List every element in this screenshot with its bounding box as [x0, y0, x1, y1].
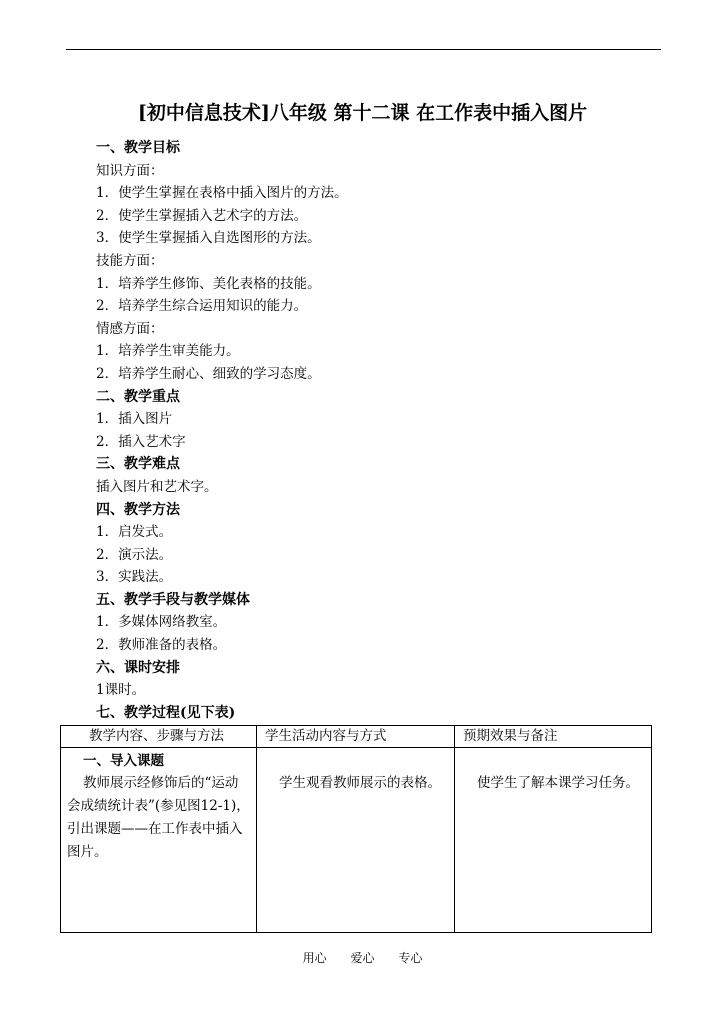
header-rule	[66, 49, 661, 50]
table-header-cell: 学生活动内容与方式	[257, 726, 455, 748]
section-heading: 七、教学过程(见下表)	[96, 704, 236, 721]
section-heading: 四、教学方法	[96, 501, 180, 518]
document-title: [初中信息技术]八年级 第十二课 在工作表中插入图片	[137, 102, 588, 124]
text-line: 2．教师准备的表格。	[96, 637, 227, 654]
step-description: 教师展示经修饰后的“运动会成绩统计表”(参见图12-1)，引出课题——在工作表中插入图片。	[67, 775, 250, 860]
text-line: 2．培养学生耐心、细致的学习态度。	[96, 365, 321, 382]
text-line: 3．实践法。	[96, 569, 173, 586]
footer-text: 爱心	[350, 951, 375, 965]
text-line: 2．演示法。	[96, 546, 173, 563]
text-line: 知识方面：	[96, 162, 164, 179]
text-line: 1．多媒体网络教室。	[96, 614, 227, 631]
table-header-cell: 教学内容、步骤与方法	[61, 726, 257, 748]
teaching-process-table	[60, 725, 652, 933]
text-line: 1．插入图片	[96, 411, 173, 428]
table-cell-expected-effect	[455, 748, 652, 933]
text-line: 1．启发式。	[96, 524, 173, 541]
text-line: 1．培养学生修饰、美化表格的技能。	[96, 275, 321, 292]
text-line: 2．培养学生综合运用知识的能力。	[96, 298, 308, 315]
table-header-row	[61, 726, 652, 748]
text-line: 插入图片和艺术字。	[96, 478, 218, 495]
section-heading: 一、教学目标	[96, 140, 180, 156]
section-heading: 二、教学重点	[96, 388, 180, 405]
text-line: 2．使学生掌握插入艺术字的方法。	[96, 207, 308, 224]
text-line: 1．培养学生审美能力。	[96, 343, 240, 360]
text-line: 1课时。	[96, 682, 146, 699]
text-line: 情感方面：	[96, 320, 164, 337]
footer-text: 用心	[302, 951, 327, 965]
text-line: 2．插入艺术字	[96, 433, 186, 450]
text-line: 1．使学生掌握在表格中插入图片的方法。	[96, 185, 348, 202]
table-cell-student-activity	[257, 748, 455, 933]
table-row	[61, 748, 652, 933]
section-heading: 三、教学难点	[96, 456, 180, 473]
section-heading: 五、教学手段与教学媒体	[96, 591, 250, 608]
step-heading: 一、导入课题	[83, 753, 164, 769]
footer-text: 专心	[398, 951, 423, 965]
expected-effect-text: 使学生了解本课学习任务。	[477, 775, 639, 791]
table-cell-content	[61, 748, 257, 933]
text-line: 技能方面：	[96, 252, 164, 269]
table-header-cell: 预期效果与备注	[455, 726, 652, 748]
lesson-outline	[96, 137, 676, 724]
section-heading: 六、课时安排	[96, 659, 180, 676]
student-activity-text: 学生观看教师展示的表格。	[279, 775, 441, 791]
page-footer	[0, 950, 725, 966]
text-line: 3．使学生掌握插入自选图形的方法。	[96, 230, 321, 247]
